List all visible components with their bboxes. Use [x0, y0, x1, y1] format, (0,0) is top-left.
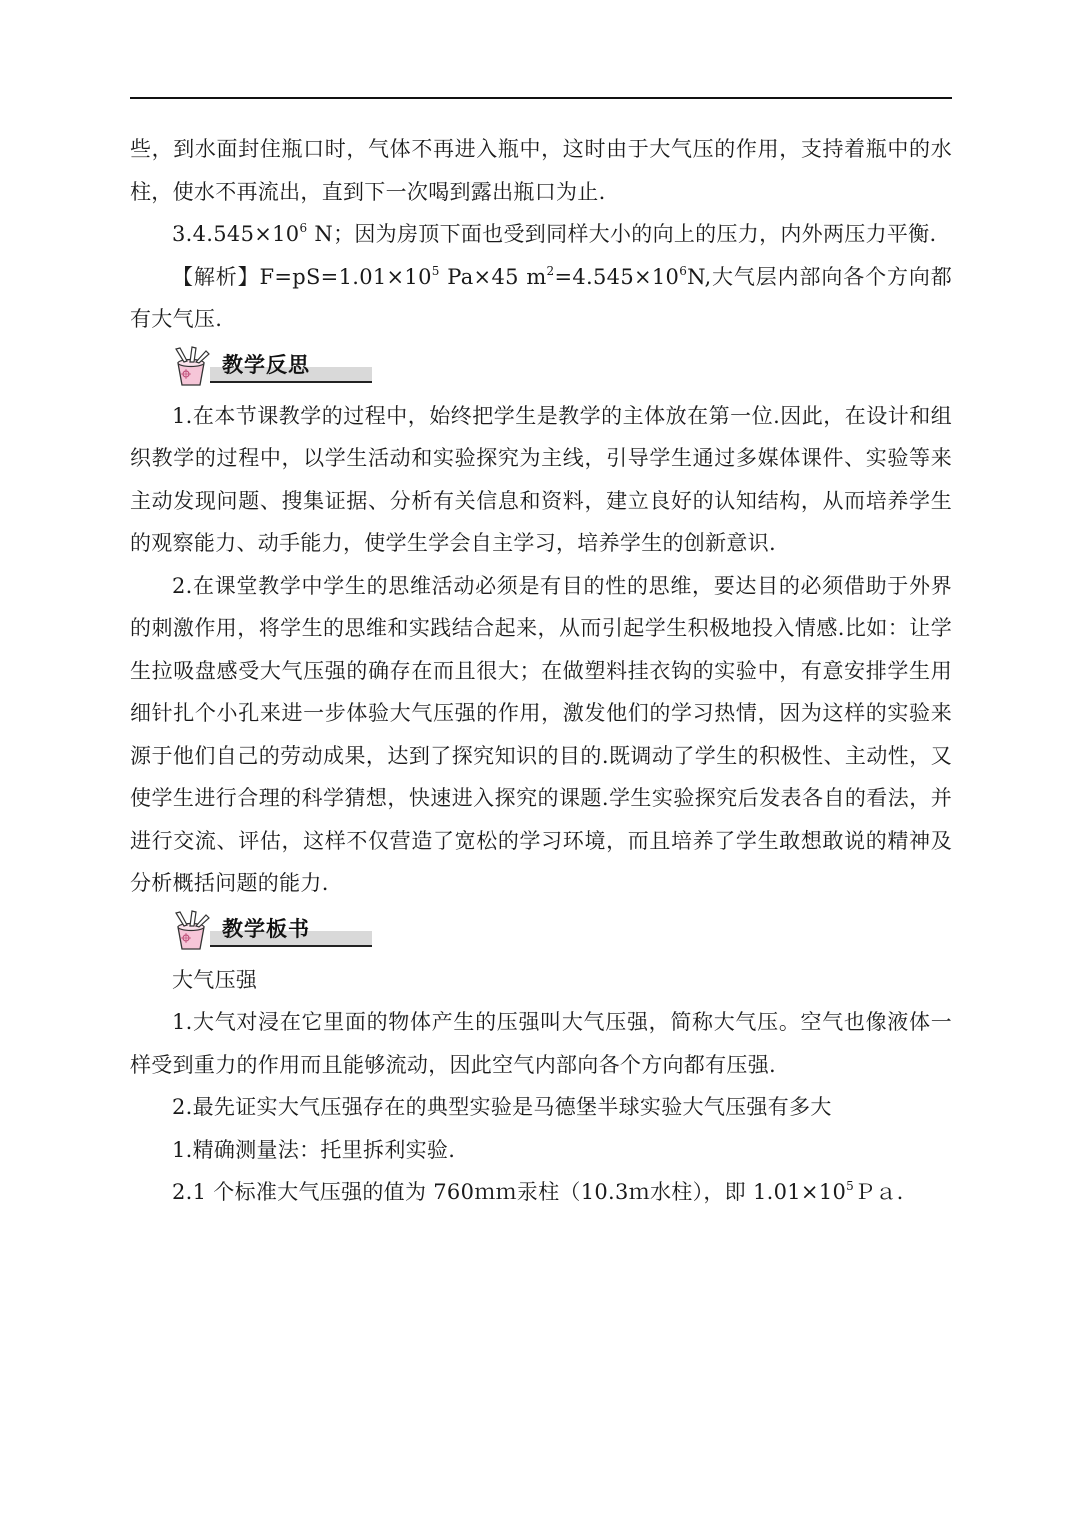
- section-badge-reflection: [170, 345, 374, 389]
- reflection-paragraph-2: 2.在课堂教学中学生的思维活动必须是有目的性的思维，要达目的必须借助于外界的刺激作用，将学生的思维和实践结合起来，从而引起学生积极地投入情感.比如：让学生拉吸盘感受大气压强的确存在而且很大；在做塑料挂衣钩的实验中，有意安排学生用细针扎个小孔来进一步体验大气压强的作用，激发他们的学习热情，因为这样的实验来源于他们自己的劳动成果，达到了探究知识的目的.既调动了学生的积极性、主动性，又使学生进行合理的科学猜想，快速进入探究的课题.学生实验探究后发表各自的看法，并进行交流、评估，这样不仅营造了宽松的学习环境，而且培养了学生敢想敢说的精神及分析概括问题的能力.: [130, 573, 952, 895]
- board-line-3: 1.精确测量法：托里拆利实验.: [172, 1137, 456, 1162]
- board-line-4: [130, 1171, 952, 1214]
- analysis-label: 【解析】: [172, 264, 260, 289]
- exponent: 5: [431, 263, 440, 278]
- answer-3-text-end: N；因为房顶下面也受到同样大小的向上的压力，内外两压力平衡.: [307, 222, 937, 246]
- page-content: [130, 128, 952, 1214]
- cup-pencil-icon: [170, 345, 214, 389]
- cup-pencil-icon: [170, 909, 214, 953]
- answer-continuation: 些，到水面封住瓶口时，气体不再进入瓶中，这时由于大气压的作用，支持着瓶中的水柱，使水不再流出，直到下一次喝到露出瓶口为止.: [130, 137, 952, 204]
- exponent: 6: [679, 263, 688, 278]
- board-line-4-unit: Ｐａ.: [854, 1180, 904, 1204]
- section-badge-board: [170, 909, 374, 953]
- exponent: 2: [546, 263, 555, 278]
- board-line-1: 1.大气对浸在它里面的物体产生的压强叫大气压强，简称大气压。空气也像液体一样受到重力的作用而且能够流动，因此空气内部向各个方向都有压强.: [130, 1010, 952, 1077]
- answer-3: [130, 213, 952, 256]
- header-rule: [130, 97, 952, 99]
- board-title: 大气压强: [172, 967, 258, 992]
- section-heading: 教学反思: [222, 352, 310, 377]
- reflection-paragraph-1: 1.在本节课教学的过程中，始终把学生是教学的主体放在第一位.因此，在设计和组织教学的过程中，以学生活动和实验探究为主线，引导学生通过多媒体课件、实验等来主动发现问题、搜集证据、分析有关信息和资料，建立良好的认知结构，从而培养学生的观察能力、动手能力，使学生学会自主学习，培养学生的创新意识.: [130, 403, 952, 555]
- formula-part: Pa×45 m: [439, 264, 547, 289]
- exponent: 5: [846, 1179, 855, 1193]
- analysis: [130, 256, 952, 341]
- formula-part: N,大气层内部向各个方向都有大气压.: [130, 264, 953, 331]
- answer-3-text: 3.4.545×10: [172, 222, 300, 246]
- formula-part: =4.545×10: [554, 264, 680, 289]
- section-heading: 教学板书: [222, 916, 310, 941]
- formula-part: F=pS=1.01×10: [259, 264, 432, 289]
- board-line-2: 2.最先证实大气压强存在的典型实验是马德堡半球实验大气压强有多大: [172, 1095, 832, 1119]
- board-line-4-text: 2.1 个标准大气压强的值为 760ｍｍ汞柱（10.3ｍ水柱），即 1.01×10: [172, 1180, 847, 1204]
- exponent: 6: [299, 221, 308, 235]
